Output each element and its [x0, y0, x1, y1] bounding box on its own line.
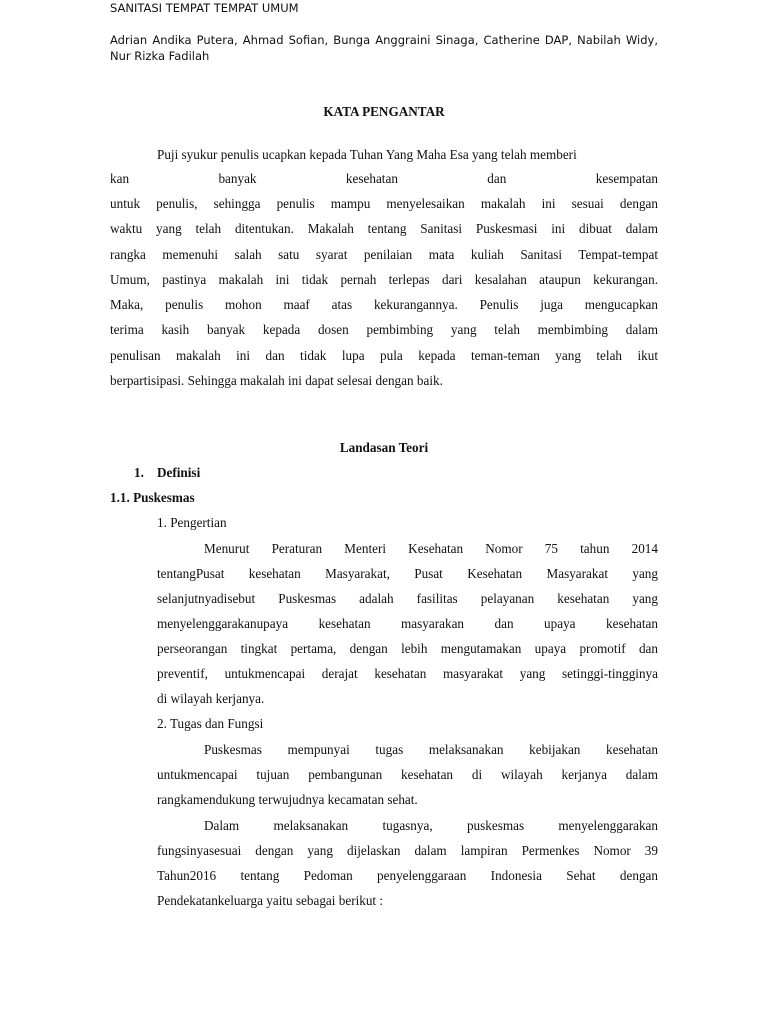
preface-line: rangka memenuhi salah satu syarat penilaian mata kuliah Sanitasi Tempat-tempat: [110, 247, 658, 262]
preface-line: Maka, penulis mohon maaf atas kekurangannya. Penulis juga mengucapkan: [110, 297, 658, 312]
tugas-line: rangkamendukung terwujudnya kecamatan sehat.: [157, 792, 418, 807]
preface-line: waktu yang telah ditentukan. Makalah tentang Sanitasi Puskesmasi ini dibuat dalam: [110, 221, 658, 236]
preface-line: Puji syukur penulis ucapkan kepada Tuhan Yang Maha Esa yang telah memberi: [157, 147, 577, 162]
sub-item-pengertian: 1. Pengertian: [157, 515, 227, 530]
tugas-line: untukmencapai tujuan pembangunan kesehatan di wilayah kerjanya dalam: [157, 767, 658, 782]
subsection-heading-puskesmas: 1.1. Puskesmas: [110, 490, 195, 505]
preface-line: untuk penulis, sehingga penulis mampu menyelesaikan makalah ini sesuai dengan: [110, 196, 658, 211]
preface-line: terima kasih banyak kepada dosen pembimbing yang telah membimbing dalam: [110, 322, 658, 337]
preface-line: penulisan makalah ini dan tidak lupa pula kepada teman-teman yang telah ikut: [110, 348, 658, 363]
section-number: 1.: [134, 465, 144, 480]
pengertian-line: menyelenggarakanupaya kesehatan masyarakan dan upaya kesehatan: [157, 616, 658, 631]
fungsi-line: fungsinyasesuai dengan yang dijelaskan dalam lampiran Permenkes Nomor 39: [157, 843, 658, 858]
preface-line: berpartisipasi. Sehingga makalah ini dapat selesai dengan baik.: [110, 373, 443, 388]
tugas-line: Puskesmas mempunyai tugas melaksanakan kebijakan kesehatan: [204, 742, 658, 757]
document-title: SANITASI TEMPAT TEMPAT UMUM: [110, 1, 299, 15]
preface-heading: KATA PENGANTAR: [323, 104, 445, 119]
pengertian-line: Menurut Peraturan Menteri Kesehatan Nomor 75 tahun 2014: [204, 541, 658, 556]
section-heading-definisi: Definisi: [157, 465, 201, 480]
pengertian-line: perseorangan tingkat pertama, dengan lebih mengutamakan upaya promotif dan: [157, 641, 658, 656]
preface-line: kan banyak kesehatan dan kesempatan: [110, 171, 658, 186]
authors-line: Adrian Andika Putera, Ahmad Sofian, Bunga Anggraini Sinaga, Catherine DAP, Nabilah Widy, Nur Rizka Fadilah: [110, 33, 658, 63]
fungsi-line: Pendekatankeluarga yaitu sebagai berikut :: [157, 893, 384, 908]
fungsi-line: Dalam melaksanakan tugasnya, puskesmas menyelenggarakan: [204, 818, 658, 833]
pengertian-line: di wilayah kerjanya.: [157, 691, 265, 706]
pengertian-line: selanjutnyadisebut Puskesmas adalah fasilitas pelayanan kesehatan yang: [157, 591, 658, 606]
pengertian-line: tentangPusat kesehatan Masyarakat, Pusat Kesehatan Masyarakat yang: [157, 566, 658, 581]
preface-line: Umum, pastinya makalah ini tidak pernah terlepas dari kesalahan ataupun kekurangan.: [110, 272, 658, 287]
theory-heading: Landasan Teori: [339, 440, 429, 455]
sub-item-tugas-fungsi: 2. Tugas dan Fungsi: [157, 716, 264, 731]
fungsi-line: Tahun2016 tentang Pedoman penyelenggaraan Indonesia Sehat dengan: [157, 868, 658, 883]
pengertian-line: preventif, untukmencapai derajat kesehatan masyarakat yang setinggi-tingginya: [157, 666, 658, 681]
